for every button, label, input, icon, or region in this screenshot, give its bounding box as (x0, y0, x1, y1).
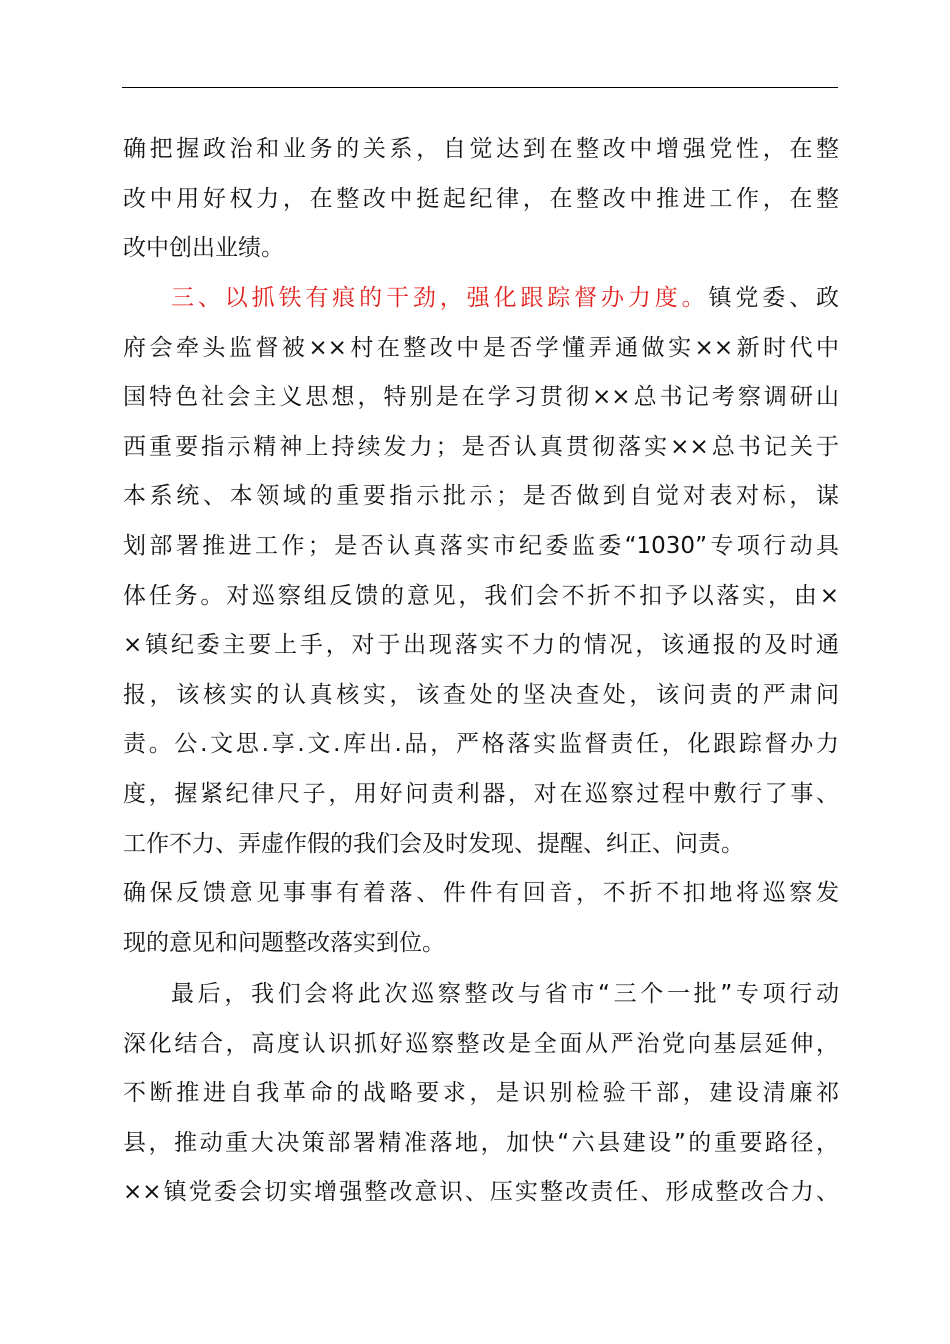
paragraph-line: 改中创出业绩。 (123, 235, 284, 262)
paragraph-3 (123, 970, 839, 1218)
paragraph-line: 深化结合，高度认识抓好巡察整改是全面从严治党向基层延伸， (123, 1030, 839, 1057)
paragraph-line: ××镇党委会切实增强整改意识、压实整改责任、形成整改合力、 (123, 1179, 839, 1206)
paragraph-line: 责。公.文思.享.文.库出.品，严格落实监督责任，化跟踪督办力 (123, 731, 839, 758)
paragraph-line: 确保反馈意见事事有着落、件件有回音，不折不扣地将巡察发 (123, 880, 839, 907)
paragraph-line: 划部署推进工作；是否认真落实市纪委监委“1030”专项行动具 (123, 532, 839, 559)
paragraph-line: 改中用好权力，在整改中挺起纪律，在整改中推进工作，在整 (123, 185, 839, 212)
paragraph-1 (123, 125, 839, 274)
paragraph-line: 西重要指示精神上持续发力；是否认真贯彻落实××总书记关于 (123, 433, 839, 460)
paragraph-line: 工作不力、弄虚作假的我们会及时发现、提醒、纠正、问责。 (123, 830, 744, 857)
paragraph-line: 最后，我们会将此次巡察整改与省市“三个一批”专项行动 (171, 981, 839, 1007)
paragraph-line: 县，推动重大决策部署精准落地，加快“六县建设”的重要路径， (123, 1129, 839, 1156)
paragraph-line: 体任务。对巡察组反馈的意见，我们会不折不扣予以落实，由× (123, 582, 839, 609)
paragraph-line: 报，该核实的认真核实，该查处的坚决查处，该问责的严肃问 (123, 681, 839, 708)
paragraph-line: 本系统、本领域的重要指示批示；是否做到自觉对表对标，谋 (123, 483, 839, 510)
paragraph-line: 确把握政治和业务的关系，自觉达到在整改中增强党性，在整 (123, 136, 839, 162)
paragraph-2 (123, 274, 839, 968)
paragraph-line: 度，握紧纪律尺子，用好问责利器，对在巡察过程中敷行了事、 (123, 780, 839, 807)
paragraph-line: ×镇纪委主要上手，对于出现落实不力的情况，该通报的及时通 (123, 632, 839, 659)
paragraph-line: 国特色社会主义思想，特别是在学习贯彻××总书记考察调研山 (123, 384, 839, 411)
section-heading: 三、以抓铁有痕的干劲，强化跟踪督办力度。 (171, 285, 709, 311)
paragraph-line: 现的意见和问题整改落实到位。 (123, 929, 445, 956)
paragraph-line: 不断推进自我革命的战略要求，是识别检验干部，建设清廉祁 (123, 1080, 839, 1107)
paragraph-first-line (123, 274, 839, 324)
heading-line-rest: 镇党委、政 (708, 285, 839, 311)
header-rule (122, 87, 838, 88)
paragraph-line: 府会牵头监督被××村在整改中是否学懂弄通做实××新时代中 (123, 334, 839, 361)
